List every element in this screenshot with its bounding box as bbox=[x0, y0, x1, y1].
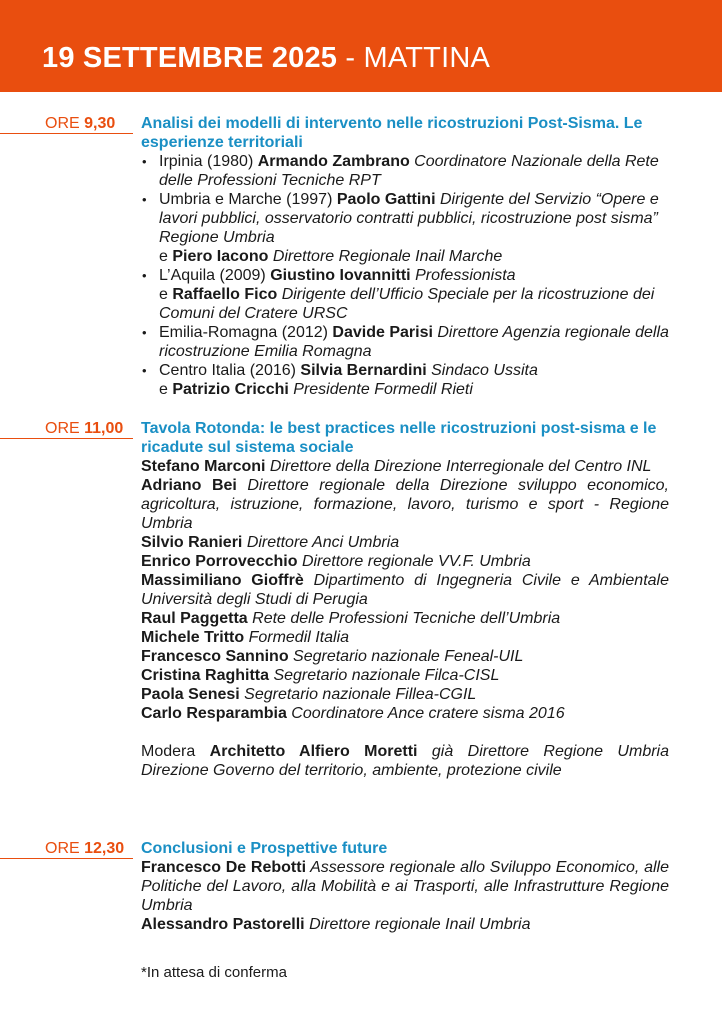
session-content bbox=[141, 419, 669, 780]
speaker-role: Direttore regionale della Direzione sviluppo economico, agricoltura, istruzione, formazione, lavoro, turismo e sport - Regione Umbria bbox=[141, 477, 669, 532]
list-item bbox=[141, 266, 669, 323]
speaker-name: Stefano Marconi bbox=[141, 458, 266, 475]
speaker-role: Professionista bbox=[410, 267, 516, 284]
time-prefix: ORE bbox=[45, 840, 85, 857]
time-divider bbox=[0, 438, 133, 439]
header-separator: - bbox=[337, 42, 364, 74]
speaker-name: Raul Paggetta bbox=[141, 610, 248, 627]
speaker-list bbox=[141, 152, 669, 399]
speaker-name: Carlo Resparambia bbox=[141, 705, 287, 722]
conjunction: e bbox=[159, 286, 173, 303]
speaker-name: Massimiliano Gioffrè bbox=[141, 572, 304, 589]
moderator-name: Architetto Alfiero Moretti bbox=[209, 743, 418, 760]
time-divider bbox=[0, 133, 133, 134]
speaker-role: Coordinatore Ance cratere sisma 2016 bbox=[286, 705, 565, 722]
speaker-role: Segretario nazionale Filca-CISL bbox=[269, 667, 500, 684]
list-item bbox=[141, 609, 669, 628]
list-item bbox=[141, 552, 669, 571]
speaker-role: Dipartimento di Ingegneria Civile e Ambientale Università degli Studi di Perugia bbox=[141, 572, 669, 608]
conjunction: e bbox=[159, 248, 173, 265]
speaker-list bbox=[141, 457, 669, 723]
conjunction: e bbox=[159, 381, 173, 398]
speaker-role: Direttore della Direzione Interregionale del Centro INL bbox=[265, 458, 652, 475]
moderator-role: già Direttore Regione Umbria Direzione Governo del territorio, ambiente, protezione civile bbox=[141, 743, 669, 779]
spacer bbox=[141, 723, 669, 742]
list-item bbox=[141, 152, 669, 190]
speaker-role: Assessore regionale allo Sviluppo Economico, alle Politiche del Lavoro, alla Mobilità e ai Trasporti, alle Infrastrutture Regione Umbria bbox=[141, 859, 669, 914]
speaker-name: Raffaello Fico bbox=[172, 286, 278, 303]
page-title bbox=[42, 44, 490, 73]
speaker-role: Segretario nazionale Feneal-UIL bbox=[288, 648, 524, 665]
region-year: Umbria e Marche (1997) bbox=[159, 191, 337, 208]
region-year: Centro Italia (2016) bbox=[159, 362, 301, 379]
list-item bbox=[141, 476, 669, 533]
speaker-name: Piero Iacono bbox=[172, 248, 269, 265]
speaker-name: Patrizio Cricchi bbox=[172, 381, 289, 398]
speaker-name: Alessandro Pastorelli bbox=[141, 916, 305, 933]
speaker-role: Dirigente dell’Ufficio Speciale per la ricostruzione dei Comuni del Cratere URSC bbox=[159, 286, 655, 322]
speaker-name: Davide Parisi bbox=[332, 324, 433, 341]
speaker-role: Direttore Anci Umbria bbox=[242, 534, 400, 551]
list-item bbox=[141, 457, 669, 476]
session-title: Analisi dei modelli di intervento nelle ricostruzioni Post-Sisma. Le esperienze territoriali bbox=[141, 115, 643, 151]
list-item bbox=[141, 571, 669, 609]
speaker-role: Coordinatore Nazionale della Rete delle Professioni Tecniche RPT bbox=[159, 153, 659, 189]
speaker-role: Sindaco Ussita bbox=[426, 362, 538, 379]
time-prefix: ORE bbox=[45, 420, 85, 437]
list-item bbox=[141, 647, 669, 666]
speaker-name: Paolo Gattini bbox=[336, 191, 436, 208]
speaker-name: Adriano Bei bbox=[141, 477, 237, 494]
speaker-name: Enrico Porrovecchio bbox=[141, 553, 298, 570]
session-time bbox=[45, 419, 123, 438]
header-period: MATTINA bbox=[363, 42, 491, 74]
speaker-role: Segretario nazionale Fillea-CGIL bbox=[239, 686, 477, 703]
session-title: Conclusioni e Prospettive future bbox=[141, 840, 388, 857]
speaker-role: Direttore regionale Inail Umbria bbox=[304, 916, 531, 933]
list-item bbox=[141, 685, 669, 704]
list-item bbox=[141, 361, 669, 399]
list-item bbox=[141, 704, 669, 723]
session-title: Tavola Rotonda: le best practices nelle ricostruzioni post-sisma e le ricadute sul sistema sociale bbox=[141, 420, 657, 456]
speaker-name: Cristina Raghitta bbox=[141, 667, 270, 684]
speaker-name: Silvio Ranieri bbox=[141, 534, 243, 551]
footnote: *In attesa di conferma bbox=[141, 964, 287, 981]
speaker-role: Formedil Italia bbox=[244, 629, 350, 646]
list-item bbox=[141, 666, 669, 685]
header-date: 19 SETTEMBRE 2025 bbox=[42, 42, 338, 74]
speaker-name: Paola Senesi bbox=[141, 686, 240, 703]
session-time bbox=[45, 839, 124, 858]
list-item bbox=[141, 533, 669, 552]
region-year: L’Aquila (2009) bbox=[159, 267, 271, 284]
speaker-role: Direttore Regionale Inail Marche bbox=[268, 248, 503, 265]
time-value: 11,00 bbox=[84, 420, 124, 437]
speaker-role: Presidente Formedil Rieti bbox=[288, 381, 473, 398]
region-year: Irpinia (1980) bbox=[159, 153, 258, 170]
speaker-role: Dirigente del Servizio “Opere e lavori pubblici, osservatorio contratti pubblici, ricostruzione post sisma” Regione Umbria bbox=[159, 191, 659, 246]
speaker-role: Rete delle Professioni Tecniche dell’Umbria bbox=[247, 610, 561, 627]
moderator-prefix: Modera bbox=[141, 743, 210, 760]
moderator-line bbox=[141, 742, 669, 780]
time-prefix: ORE bbox=[45, 115, 85, 132]
speaker-name: Armando Zambrano bbox=[257, 153, 410, 170]
speaker-name: Silvia Bernardini bbox=[300, 362, 427, 379]
list-item bbox=[141, 190, 669, 266]
speaker-name: Giustino Iovannitti bbox=[270, 267, 411, 284]
list-item bbox=[141, 858, 669, 915]
session-content bbox=[141, 114, 669, 399]
speaker-role: Direttore regionale VV.F. Umbria bbox=[297, 553, 531, 570]
list-item bbox=[141, 323, 669, 361]
session-content bbox=[141, 839, 669, 934]
speaker-role: Direttore Agenzia regionale della ricostruzione Emilia Romagna bbox=[159, 324, 669, 360]
time-value: 12,30 bbox=[84, 840, 125, 857]
page-header-banner bbox=[0, 0, 722, 92]
region-year: Emilia-Romagna (2012) bbox=[159, 324, 333, 341]
session-time bbox=[45, 114, 115, 133]
speaker-name: Francesco Sannino bbox=[141, 648, 289, 665]
time-value: 9,30 bbox=[84, 115, 116, 132]
list-item bbox=[141, 915, 669, 934]
time-divider bbox=[0, 858, 133, 859]
list-item bbox=[141, 628, 669, 647]
speaker-name: Michele Tritto bbox=[141, 629, 245, 646]
speaker-name: Francesco De Rebotti bbox=[141, 859, 307, 876]
